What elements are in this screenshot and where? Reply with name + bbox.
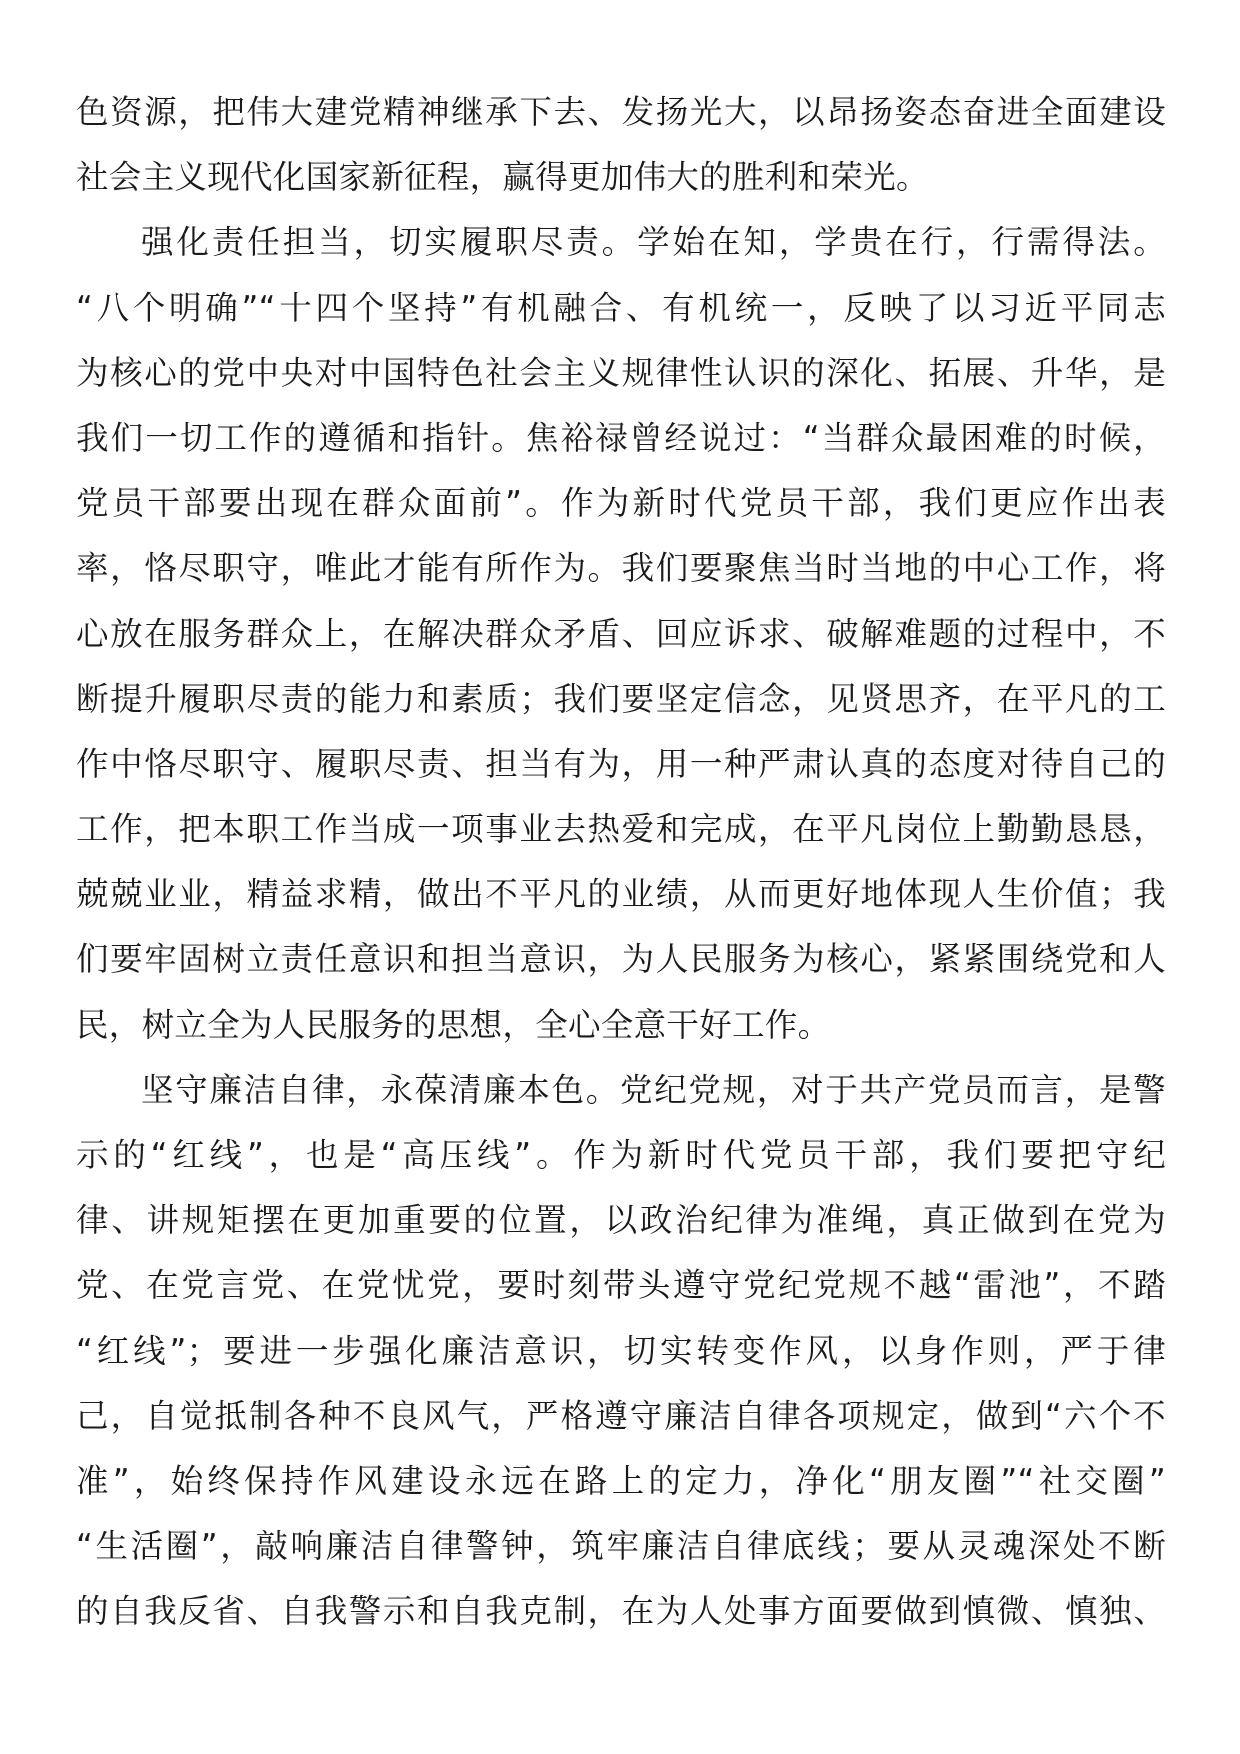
text-line-1: 色资源，把伟大建党精神继承下去、发扬光大，以昂扬姿态奋进全面建设 [76, 93, 1166, 131]
text-line-2: 社会主义现代化国家新征程，赢得更加伟大的胜利和荣光。 [76, 158, 929, 197]
text-line-7: 党员干部要出现在群众面前”。作为新时代党员干部，我们更应作出表 [76, 484, 1166, 523]
text-line-17: 示的“红线”，也是“高压线”。作为新时代党员干部，我们要把守纪 [76, 1136, 1166, 1174]
text-line-4: “八个明确”“十四个坚持”有机融合、有机统一，反映了以习近平同志 [76, 288, 1166, 327]
text-line-12: 工作，把本职工作当成一项事业去热爱和完成，在平凡岗位上勤勤恳恳， [76, 810, 1166, 849]
text-line-15: 民，树立全为人民服务的思想，全心全意干好工作。 [76, 1005, 831, 1044]
text-line-19: 党、在党言党、在党忧党，要时刻带头遵守党纪党规不越“雷池”，不踏 [76, 1266, 1166, 1305]
text-line-11: 作中恪尽职守、履职尽责、担当有为，用一种严肃认真的态度对待自己的 [76, 744, 1166, 783]
paragraph-start-line-3: 强化责任担当，切实履职尽责。学始在知，学贵在行，行需得法。 [141, 223, 1166, 262]
text-line-23: “生活圈”，敲响廉洁自律警钟，筑牢廉洁自律底线；要从灵魂深处不断 [76, 1527, 1166, 1566]
text-line-13: 兢兢业业，精益求精，做出不平凡的业绩，从而更好地体现人生价值；我 [76, 875, 1166, 914]
body-text [76, 80, 1166, 1645]
text-line-22: 准”，始终保持作风建设永远在路上的定力，净化“朋友圈”“社交圈” [76, 1461, 1166, 1500]
text-line-20: “红线”；要进一步强化廉洁意识，切实转变作风，以身作则，严于律 [76, 1331, 1166, 1370]
text-line-9: 心放在服务群众上，在解决群众矛盾、回应诉求、破解难题的过程中，不 [76, 614, 1166, 653]
text-line-18: 律、讲规矩摆在更加重要的位置，以政治纪律为准绳，真正做到在党为 [76, 1201, 1166, 1240]
paragraph-start-line-16: 坚守廉洁自律，永葆清廉本色。党纪党规，对于共产党员而言，是警 [141, 1070, 1166, 1109]
text-line-24: 的自我反省、自我警示和自我克制，在为人处事方面要做到慎微、慎独、 [76, 1592, 1166, 1631]
text-line-6: 我们一切工作的遵循和指针。焦裕禄曾经说过：“当群众最困难的时候， [76, 418, 1166, 457]
text-line-14: 们要牢固树立责任意识和担当意识，为人民服务为核心，紧紧围绕党和人 [76, 940, 1166, 979]
text-line-8: 率，恪尽职守，唯此才能有所作为。我们要聚焦当时当地的中心工作，将 [76, 549, 1166, 588]
text-line-5: 为核心的党中央对中国特色社会主义规律性认识的深化、拓展、升华，是 [76, 353, 1166, 392]
text-line-10: 断提升履职尽责的能力和素质；我们要坚定信念，见贤思齐，在平凡的工 [76, 679, 1166, 718]
text-line-21: 己，自觉抵制各种不良风气，严格遵守廉洁自律各项规定，做到“六个不 [76, 1396, 1166, 1435]
